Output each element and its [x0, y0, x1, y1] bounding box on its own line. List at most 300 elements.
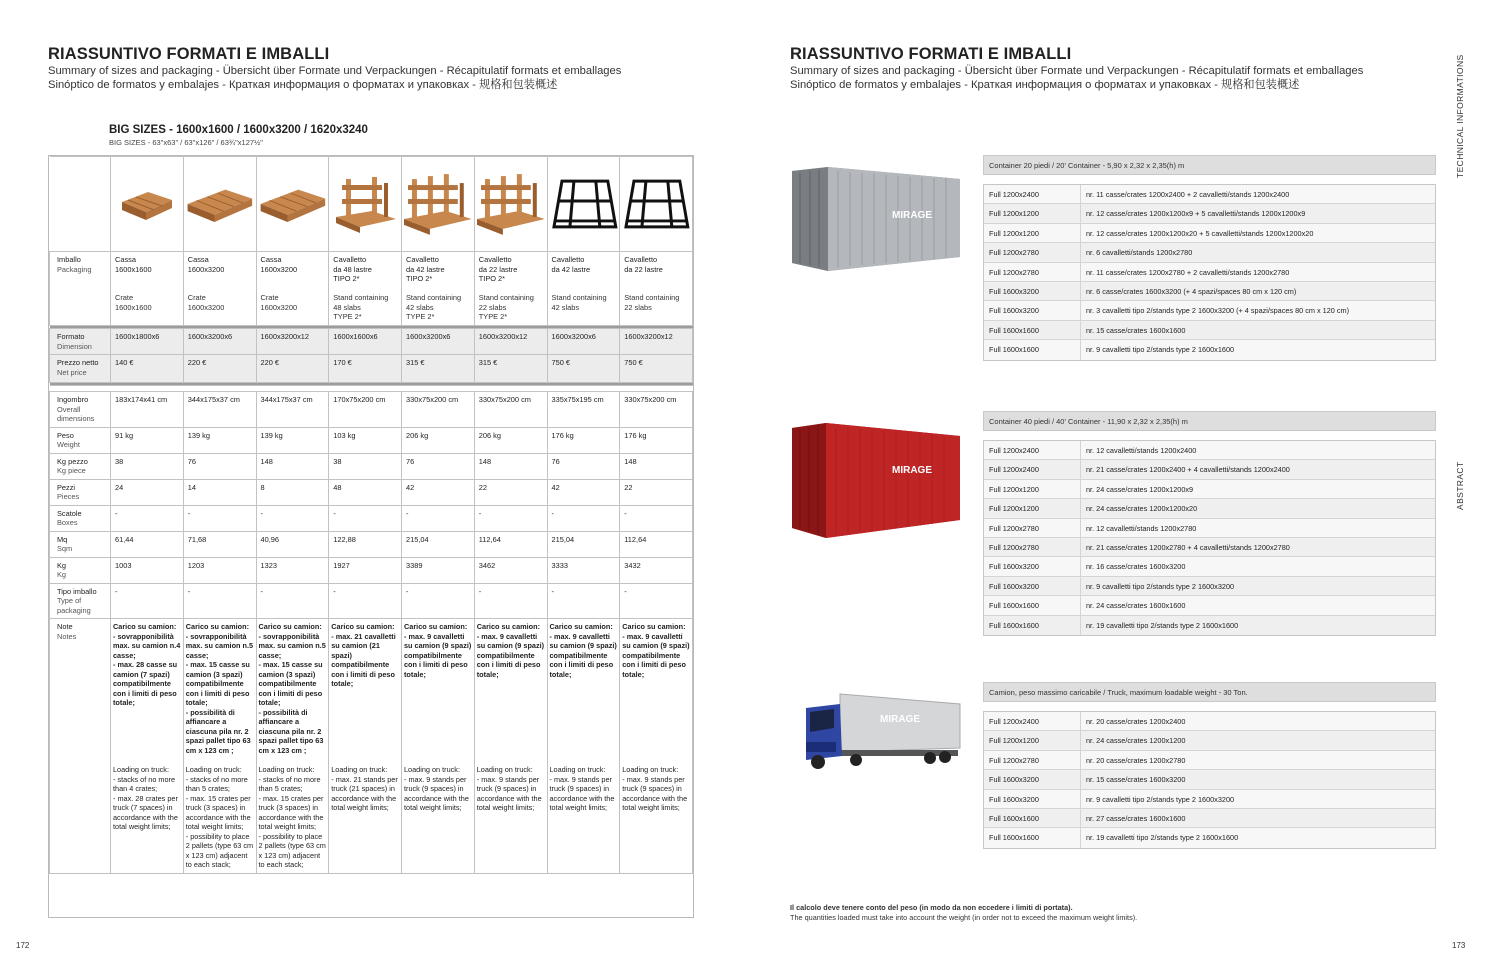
- container-row: [984, 441, 1435, 460]
- cell-notes: [111, 619, 184, 874]
- label-it: Note: [57, 622, 73, 631]
- note-en: Loading on truck: - stacks of no more than 5 crates; - max. 15 crates per truck (3 spaces) in accordance with the total weight limits; - possibility to place 2 pallets (type 63 cm x 123 cm) adjacent to each stack;: [185, 765, 254, 869]
- cell-type: -: [620, 583, 693, 619]
- format-cell: Full 1200x2780: [984, 538, 1081, 556]
- cell-format: 1600x3200x12: [474, 329, 547, 355]
- load-cell: nr. 9 cavalletti tipo 2/stands type 2 1600x1600: [1086, 345, 1235, 355]
- packaging-en: Stand containing 48 slabs TYPE 2*: [333, 293, 389, 321]
- packaging-en: Stand containing 22 slabs TYPE 2*: [478, 293, 534, 321]
- row-label-kg_label: [50, 557, 111, 583]
- format-cell: Full 1600x3200: [984, 577, 1081, 595]
- grey-container-icon: [790, 165, 962, 273]
- load-cell: nr. 24 casse/crates 1200x1200x9: [1086, 484, 1194, 494]
- cell-notes: [474, 619, 547, 874]
- cell-kg: 1323: [256, 557, 329, 583]
- container-rows: [983, 711, 1436, 849]
- container-row: [984, 185, 1435, 204]
- cell-notes: [329, 619, 402, 874]
- format-cell: Full 1200x2780: [984, 243, 1081, 261]
- cell-weight: 91 kg: [111, 427, 184, 453]
- load-cell: nr. 20 casse/crates 1200x2780: [1086, 755, 1186, 765]
- label-it: Formato: [57, 332, 85, 341]
- metal-stand-icon: [620, 157, 692, 251]
- note-it: Carico su camion: - sovrapponibilità max. su camion n.4 casse; - max. 28 casse su camion (7 spazi) compatibilmente con i limiti di peso totale;: [113, 622, 181, 707]
- row-label-type_label: [50, 583, 111, 619]
- cell-packaging: [329, 252, 402, 326]
- cell-picture: [111, 157, 184, 252]
- label-en: Dimension: [57, 341, 92, 351]
- cell-boxes: -: [329, 505, 402, 531]
- load-cell: nr. 24 casse/crates 1200x1200: [1086, 736, 1186, 746]
- cell-kgpiece: 148: [474, 453, 547, 479]
- cell-picture: [329, 157, 402, 252]
- cell-pieces: 42: [402, 479, 475, 505]
- cell-price: 315 €: [474, 355, 547, 383]
- left-subtitle-1: Summary of sizes and packaging - Übersicht über Formate und Verpackungen - Récapitulatif formats et emballages: [48, 65, 622, 77]
- container-header: Camion, peso massimo caricabile / Truck, maximum loadable weight - 30 Ton.: [983, 682, 1436, 702]
- load-cell: nr. 12 cavalletti/stands 1200x2780: [1086, 523, 1197, 533]
- row-packaging: [50, 252, 693, 326]
- load-cell: nr. 15 casse/crates 1600x3200: [1086, 775, 1186, 785]
- cell-format: 1600x3200x12: [256, 329, 329, 355]
- cell-sqm: 215,04: [547, 531, 620, 557]
- note-en: Loading on truck: - max. 9 stands per truck (9 spaces) in accordance with the total weight limits;: [476, 765, 542, 812]
- cell-size: 330x75x200 cm: [620, 392, 693, 428]
- load-cell: nr. 9 cavalletti tipo 2/stands type 2 1600x3200: [1086, 581, 1235, 591]
- cell-type: -: [256, 583, 329, 619]
- row-sqm: [50, 531, 693, 557]
- cell-type: -: [111, 583, 184, 619]
- row-label-packaging_label: [50, 252, 111, 326]
- load-cell: nr. 6 cavalletti/stands 1200x2780: [1086, 248, 1193, 258]
- cell-packaging: [620, 252, 693, 326]
- note-en: Loading on truck: - max. 21 stands per truck (21 spaces) in accordance with the total weight limits;: [331, 765, 398, 812]
- cell-format: 1600x3200x12: [620, 329, 693, 355]
- load-cell: nr. 9 cavalletti tipo 2/stands type 2 1600x3200: [1086, 794, 1235, 804]
- format-cell: Full 1200x1200: [984, 499, 1081, 517]
- cell-size: 335x75x195 cm: [547, 392, 620, 428]
- label-en: Notes: [57, 631, 77, 641]
- label-it: Mq: [57, 534, 68, 544]
- container-row: [984, 577, 1435, 596]
- packaging-en: Stand containing 42 slabs TYPE 2*: [406, 293, 462, 321]
- cell-kgpiece: 76: [547, 453, 620, 479]
- load-cell: nr. 3 cavalletti tipo 2/stands type 2 1600x3200 (+ 4 spazi/spaces 80 cm x 120 cm): [1086, 306, 1350, 316]
- format-cell: Full 1600x3200: [984, 301, 1081, 319]
- cell-packaging: [111, 252, 184, 326]
- cell-size: 183x174x41 cm: [111, 392, 184, 428]
- row-label-format_label: [50, 329, 111, 355]
- packaging-table: [48, 155, 694, 918]
- format-cell: Full 1600x1600: [984, 828, 1081, 847]
- cell-price: 750 €: [547, 355, 620, 383]
- cell-type: -: [329, 583, 402, 619]
- cell-size: 344x175x37 cm: [256, 392, 329, 428]
- cell-size: 344x175x37 cm: [183, 392, 256, 428]
- right-page-number: 173: [1452, 941, 1466, 950]
- cell-sqm: 122,88: [329, 531, 402, 557]
- cell-boxes: -: [183, 505, 256, 531]
- cell-boxes: -: [620, 505, 693, 531]
- format-cell: Full 1600x1600: [984, 809, 1081, 827]
- note-it: Carico su camion: - sovrapponibilità max. su camion n.5 casse; - max. 15 casse su camion (3 spazi) compatibilmente con i limiti di peso totale; - possibilità di affiancare a ciascuna pila nr. 2 spazi pallet tipo 63 cm x 123 cm ;: [185, 622, 254, 755]
- format-cell: Full 1200x1200: [984, 204, 1081, 222]
- cell-format: 1600x3200x6: [183, 329, 256, 355]
- format-cell: Full 1600x3200: [984, 557, 1081, 575]
- picture-corner: [50, 157, 111, 252]
- cell-price: 220 €: [256, 355, 329, 383]
- note-it: Carico su camion: - max. 9 cavalletti su camion (9 spazi) compatibilmente con i limiti di peso totale;: [404, 622, 472, 679]
- note-it: Carico su camion: - max. 9 cavalletti su camion (9 spazi) compatibilmente con i limiti di peso totale;: [476, 622, 545, 679]
- cell-notes: [256, 619, 329, 874]
- label-it: Peso: [57, 430, 74, 440]
- container-row: [984, 321, 1435, 340]
- container-row: [984, 751, 1435, 770]
- format-cell: Full 1200x2780: [984, 263, 1081, 281]
- side-label-technical: TECHNICAL INFORMATIONS: [1455, 54, 1465, 178]
- cell-sqm: 112,64: [474, 531, 547, 557]
- format-cell: Full 1600x1600: [984, 340, 1081, 359]
- container-row: [984, 499, 1435, 518]
- cell-type: -: [547, 583, 620, 619]
- cell-picture: [402, 157, 475, 252]
- truck-table: [983, 682, 1436, 849]
- cell-pieces: 42: [547, 479, 620, 505]
- load-cell: nr. 20 casse/crates 1200x2400: [1086, 717, 1186, 726]
- format-cell: Full 1200x2400: [984, 185, 1081, 203]
- container-rows: [983, 440, 1436, 636]
- footnote: [790, 903, 1137, 922]
- packaging-it: Cavalletto da 22 lastre: [624, 255, 663, 274]
- load-cell: nr. 19 cavalletti tipo 2/stands type 2 1600x1600: [1086, 620, 1239, 630]
- row-label-boxes_label: [50, 505, 111, 531]
- container-row: [984, 828, 1435, 847]
- footnote-it: Il calcolo deve tenere conto del peso (in modo da non eccedere i limiti di portata).: [790, 903, 1073, 912]
- label-en: Pieces: [57, 492, 80, 501]
- cell-boxes: -: [547, 505, 620, 531]
- container-row: [984, 204, 1435, 223]
- wooden-stand-large-icon: [402, 157, 474, 251]
- container-row: [984, 519, 1435, 538]
- cell-pieces: 48: [329, 479, 402, 505]
- cell-boxes: -: [111, 505, 184, 531]
- cell-kg: 3389: [402, 557, 475, 583]
- cell-sqm: 40,96: [256, 531, 329, 557]
- cell-size: 330x75x200 cm: [474, 392, 547, 428]
- packaging-it: Cavalletto da 48 lastre TIPO 2*: [333, 255, 372, 283]
- row-label-weight_label: [50, 427, 111, 453]
- row-type: [50, 583, 693, 619]
- container-brand: MIRAGE: [892, 465, 932, 476]
- truck-brand: MIRAGE: [880, 714, 920, 725]
- packaging-it: Cassa 1600x3200: [187, 255, 225, 274]
- cell-kg: 3432: [620, 557, 693, 583]
- container-row: [984, 770, 1435, 789]
- cell-type: -: [183, 583, 256, 619]
- packaging-en: Crate 1600x3200: [260, 293, 298, 312]
- cell-price: 140 €: [111, 355, 184, 383]
- format-cell: Full 1600x3200: [984, 282, 1081, 300]
- cell-notes: [402, 619, 475, 874]
- cell-sqm: 112,64: [620, 531, 693, 557]
- cell-packaging: [474, 252, 547, 326]
- cell-picture: [547, 157, 620, 252]
- row-weight: [50, 427, 693, 453]
- wooden-stand-large-icon: [475, 157, 547, 251]
- row-size: [50, 392, 693, 428]
- container-row: [984, 224, 1435, 243]
- cell-kg: 3462: [474, 557, 547, 583]
- label-it: Imballo: [57, 255, 81, 264]
- load-cell: nr. 16 casse/crates 1600x3200: [1086, 562, 1186, 572]
- cell-pieces: 22: [620, 479, 693, 505]
- format-cell: Full 1200x2400: [984, 712, 1081, 730]
- right-subtitle-1: Summary of sizes and packaging - Übersicht über Formate und Verpackungen - Récapitulatif formats et emballages: [790, 65, 1364, 77]
- left-page-title: RIASSUNTIVO FORMATI E IMBALLI: [48, 45, 330, 63]
- label-en: Weight: [57, 440, 80, 449]
- cell-picture: [620, 157, 693, 252]
- cell-kgpiece: 76: [402, 453, 475, 479]
- row-label-notes_label: [50, 619, 111, 874]
- container-row: [984, 557, 1435, 576]
- left-page-number: 172: [16, 941, 30, 950]
- packaging-en: Stand containing 42 slabs: [551, 293, 607, 312]
- cell-kgpiece: 76: [183, 453, 256, 479]
- cell-type: -: [474, 583, 547, 619]
- cell-boxes: -: [256, 505, 329, 531]
- container-brand: MIRAGE: [892, 210, 932, 221]
- format-cell: Full 1600x3200: [984, 790, 1081, 808]
- load-cell: nr. 11 casse/crates 1200x2400 + 2 cavalletti/stands 1200x2400: [1086, 190, 1290, 199]
- row-kgpiece: [50, 453, 693, 479]
- cell-notes: [547, 619, 620, 874]
- cell-picture: [183, 157, 256, 252]
- packaging-en: Crate 1600x1600: [115, 293, 152, 312]
- cell-format: 1600x1600x6: [329, 329, 402, 355]
- label-it: Scatole: [57, 508, 82, 518]
- label-it: Prezzo netto: [57, 358, 99, 367]
- format-cell: Full 1600x1600: [984, 616, 1081, 635]
- side-label-abstract: ABSTRACT: [1455, 461, 1465, 510]
- cell-price: 170 €: [329, 355, 402, 383]
- cell-boxes: -: [474, 505, 547, 531]
- load-cell: nr. 24 casse/crates 1200x1200x20: [1086, 504, 1198, 514]
- format-cell: Full 1200x1200: [984, 480, 1081, 498]
- load-cell: nr. 24 casse/crates 1600x1600: [1086, 601, 1186, 611]
- label-en: Overall dimensions: [57, 404, 95, 423]
- container-row: [984, 480, 1435, 499]
- cell-picture: [256, 157, 329, 252]
- load-cell: nr. 12 cavalletti/stands 1200x2400: [1086, 446, 1197, 455]
- wooden-stand-small-icon: [329, 157, 401, 251]
- packaging-it: Cavalletto da 22 lastre TIPO 2*: [478, 255, 518, 283]
- load-cell: nr. 21 casse/crates 1200x2780 + 4 cavalletti/stands 1200x2780: [1086, 542, 1290, 552]
- container-rows: [983, 184, 1436, 361]
- note-it: Carico su camion: - sovrapponibilità max. su camion n.5 casse; - max. 15 casse su camion (3 spazi) compatibilmente con i limiti di peso totale; - possibilità di affiancare a ciascuna pila nr. 2 spazi pallet tipo 63 cm x 123 cm ;: [258, 622, 326, 755]
- load-cell: nr. 6 casse/crates 1600x3200 (+ 4 spazi/spaces 80 cm x 120 cm): [1086, 286, 1297, 296]
- row-kg: [50, 557, 693, 583]
- row-notes: [50, 619, 693, 874]
- container-row: [984, 340, 1435, 359]
- big-sizes-title: BIG SIZES - 1600x1600 / 1600x3200 / 1620x3240: [109, 124, 368, 136]
- note-it: Carico su camion: - max. 9 cavalletti su camion (9 spazi) compatibilmente con i limiti di peso totale;: [549, 622, 617, 679]
- packaging-it: Cassa 1600x1600: [115, 255, 152, 274]
- cell-packaging: [256, 252, 329, 326]
- cell-format: 1600x3200x6: [547, 329, 620, 355]
- cell-weight: 103 kg: [329, 427, 402, 453]
- load-cell: nr. 27 casse/crates 1600x1600: [1086, 813, 1186, 823]
- container-row: [984, 460, 1435, 479]
- label-it: Kg pezzo: [57, 456, 88, 466]
- right-subtitle-2: Sinóptico de formatos y embalajes - Краткая информация о форматах и упаковках - 规格和包装概述: [790, 79, 1300, 91]
- format-cell: Full 1200x2780: [984, 751, 1081, 769]
- cell-weight: 139 kg: [256, 427, 329, 453]
- container-row: [984, 731, 1435, 750]
- label-en: Type of packaging: [57, 596, 91, 615]
- cell-size: 330x75x200 cm: [402, 392, 475, 428]
- label-en: Packaging: [57, 264, 92, 274]
- cell-packaging: [183, 252, 256, 326]
- row-format: [50, 329, 693, 355]
- cell-sqm: 215,04: [402, 531, 475, 557]
- format-cell: Full 1600x3200: [984, 770, 1081, 788]
- note-en: Loading on truck: - max. 9 stands per truck (9 spaces) in accordance with the total weight limits;: [549, 765, 615, 812]
- label-it: Ingombro: [57, 395, 89, 404]
- label-en: Kg: [57, 570, 67, 579]
- row-boxes: [50, 505, 693, 531]
- label-it: Kg: [57, 560, 67, 570]
- cell-packaging: [402, 252, 475, 326]
- packaging-it: Cavalletto da 42 lastre: [551, 255, 591, 274]
- label-it: Pezzi: [57, 482, 76, 492]
- packaging-it: Cavalletto da 42 lastre TIPO 2*: [406, 255, 445, 283]
- load-cell: nr. 12 casse/crates 1200x1200x9 + 5 cavalletti/stands 1200x1200x9: [1086, 209, 1306, 219]
- row-label-size_label: [50, 392, 111, 428]
- footnote-en: The quantities loaded must take into account the weight (in order not to exceed the maximum weight limits).: [790, 912, 1138, 922]
- container-row: [984, 712, 1435, 731]
- cell-pieces: 24: [111, 479, 184, 505]
- load-cell: nr. 12 casse/crates 1200x1200x20 + 5 cavalletti/stands 1200x1200x20: [1086, 228, 1314, 238]
- format-cell: Full 1200x2780: [984, 519, 1081, 537]
- cell-notes: [183, 619, 256, 874]
- format-cell: Full 1200x2400: [984, 441, 1081, 459]
- row-label-kgpiece_label: [50, 453, 111, 479]
- row-pieces: [50, 479, 693, 505]
- cell-size: 170x75x200 cm: [329, 392, 402, 428]
- container-row: [984, 301, 1435, 320]
- cell-kgpiece: 38: [111, 453, 184, 479]
- cell-price: 750 €: [620, 355, 693, 383]
- cell-pieces: 22: [474, 479, 547, 505]
- note-en: Loading on truck: - max. 9 stands per truck (9 spaces) in accordance with the total weight limits;: [622, 765, 688, 812]
- cell-price: 315 €: [402, 355, 475, 383]
- cell-weight: 206 kg: [474, 427, 547, 453]
- cell-packaging: [547, 252, 620, 326]
- big-sizes-subtitle: BIG SIZES - 63"x63" / 63"x126" / 63¾"x127½": [109, 138, 263, 147]
- container-header: Container 20 piedi / 20' Container - 5,90 x 2,32 x 2,35(h) m: [983, 155, 1436, 175]
- note-it: Carico su camion: - max. 21 cavalletti su camion (21 spazi) compatibilmente con i limiti di peso totale;: [331, 622, 396, 688]
- format-cell: Full 1200x1200: [984, 224, 1081, 242]
- cell-notes: [620, 619, 693, 874]
- cell-price: 220 €: [183, 355, 256, 383]
- label-en: Boxes: [57, 518, 78, 527]
- container-row: [984, 282, 1435, 301]
- cell-boxes: -: [402, 505, 475, 531]
- container-row: [984, 243, 1435, 262]
- cell-weight: 206 kg: [402, 427, 475, 453]
- container-40ft-table: [983, 411, 1436, 636]
- cell-pieces: 14: [183, 479, 256, 505]
- crate-large-icon: [257, 157, 329, 251]
- cell-kgpiece: 148: [256, 453, 329, 479]
- container-row: [984, 596, 1435, 615]
- load-cell: nr. 21 casse/crates 1200x2400 + 4 cavalletti/stands 1200x2400: [1086, 465, 1290, 475]
- container-row: [984, 809, 1435, 828]
- cell-kg: 1927: [329, 557, 402, 583]
- cell-kgpiece: 38: [329, 453, 402, 479]
- cell-format: 1600x3200x6: [402, 329, 475, 355]
- cell-weight: 176 kg: [620, 427, 693, 453]
- format-cell: Full 1200x1200: [984, 731, 1081, 749]
- row-label-price_label: [50, 355, 111, 383]
- load-cell: nr. 19 cavalletti tipo 2/stands type 2 1600x1600: [1086, 833, 1239, 843]
- cell-kg: 3333: [547, 557, 620, 583]
- crate-large-icon: [184, 157, 256, 251]
- crate-small-icon: [111, 157, 183, 251]
- packaging-it: Cassa 1600x3200: [260, 255, 298, 274]
- format-cell: Full 1600x1600: [984, 321, 1081, 339]
- cell-weight: 139 kg: [183, 427, 256, 453]
- red-container-icon: [790, 420, 962, 540]
- packaging-en: Crate 1600x3200: [187, 293, 225, 312]
- note-it: Carico su camion: - max. 9 cavalletti su camion (9 spazi) compatibilmente con i limiti di peso totale;: [622, 622, 690, 679]
- container-row: [984, 538, 1435, 557]
- load-cell: nr. 15 casse/crates 1600x1600: [1086, 325, 1186, 335]
- container-row: [984, 263, 1435, 282]
- note-en: Loading on truck: - stacks of no more than 5 crates; - max. 15 crates per truck (3 spaces) in accordance with the total weight limits; - possibility to place 2 pallets (type 63 cm x 123 cm) adjacent to each stack;: [258, 765, 326, 869]
- metal-stand-icon: [548, 157, 620, 251]
- label-en: Net price: [57, 367, 87, 377]
- cell-sqm: 71,68: [183, 531, 256, 557]
- cell-kg: 1203: [183, 557, 256, 583]
- row-label-pieces_label: [50, 479, 111, 505]
- row-price: [50, 355, 693, 383]
- label-it: Tipo imballo: [57, 586, 97, 596]
- cell-weight: 176 kg: [547, 427, 620, 453]
- cell-picture: [474, 157, 547, 252]
- truck-icon: [800, 690, 962, 774]
- container-header: Container 40 piedi / 40' Container - 11,90 x 2,32 x 2,35(h) m: [983, 411, 1436, 431]
- container-row: [984, 616, 1435, 635]
- cell-type: -: [402, 583, 475, 619]
- load-cell: nr. 11 casse/crates 1200x2780 + 2 cavalletti/stands 1200x2780: [1086, 267, 1290, 277]
- note-en: Loading on truck: - stacks of no more than 4 crates; - max. 28 crates per truck (7 spaces) in accordance with the total weight limits;: [113, 765, 178, 831]
- cell-kg: 1003: [111, 557, 184, 583]
- cell-sqm: 61,44: [111, 531, 184, 557]
- label-en: Kg piece: [57, 466, 86, 475]
- left-subtitle-2: Sinóptico de formatos y embalajes - Краткая информация о форматах и упаковках - 规格和包装概述: [48, 79, 558, 91]
- cell-pieces: 8: [256, 479, 329, 505]
- row-label-sqm_label: [50, 531, 111, 557]
- container-20ft-table: [983, 155, 1436, 361]
- cell-kgpiece: 148: [620, 453, 693, 479]
- row-pictures: [50, 157, 693, 252]
- container-row: [984, 790, 1435, 809]
- label-en: Sqm: [57, 544, 73, 553]
- packaging-en: Stand containing 22 slabs: [624, 293, 680, 312]
- note-en: Loading on truck: - max. 9 stands per truck (9 spaces) in accordance with the total weight limits;: [404, 765, 469, 812]
- right-page-title: RIASSUNTIVO FORMATI E IMBALLI: [790, 45, 1072, 63]
